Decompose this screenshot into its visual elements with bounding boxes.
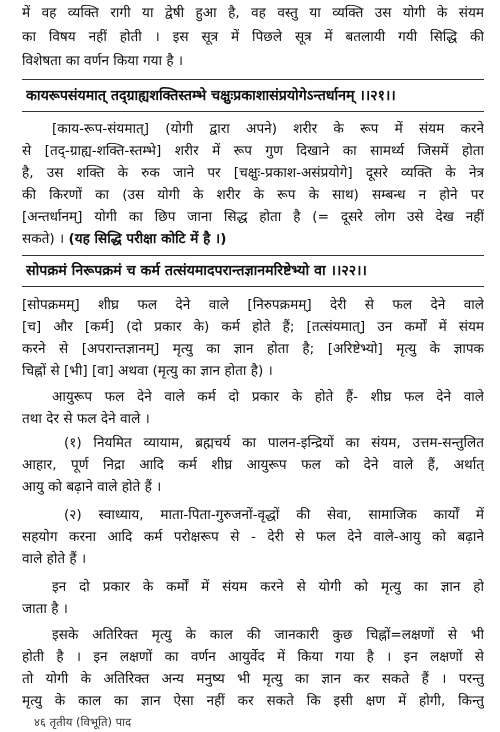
ayu-line: तथा देर से फल देने वाले । [22, 411, 150, 427]
sutra-21-line: [काय-रूप-संयमात्] (योगी द्वारा अपने) शरीर के रूप में संयम करने [52, 121, 484, 137]
extra-line: मृत्यु के काल का ज्ञान ऐसा नहीं कर सकते कि इसी क्षण में होगी, किन्तु [22, 693, 484, 709]
sutra-22-line: [च] और [कर्म] (दो प्रकार के) कर्म होते हैं; [तत्संयमात्] उन कर्मों में संयम [22, 319, 484, 335]
sutra-21-line: से [तद्-ग्राह्य-शक्ति-स्तम्भे] शरीर में रूप गुण दिखाने का सामर्थ्य जिसमें होता [22, 143, 484, 159]
point-1-line: आयु को बढ़ाने वाले होते हैं । [22, 479, 162, 495]
sutra-21-line: [अन्तर्धानम्] योगी का छिप जाना सिद्ध होता है (= दूसरे लोग उसे देख नहीं [22, 209, 484, 225]
sutra-21-note: (यह सिद्धि परीक्षा कोटि में है ।) [68, 231, 227, 247]
point-2-line: सहयोग करना आदि कर्म परोक्षरूप से - देरी से फल देने वाले-आयु को बढ़ाने [22, 529, 484, 545]
sutra-22-heading: सोपक्रमं निरूपक्रमं च कर्म तत्संयमादपरान्तज्ञानमरिष्टेभ्यो वा ।।२२।। [26, 263, 367, 279]
sanyam-line: जाता है । [22, 601, 68, 617]
point-2-line: (२) स्वाध्याय, माता-पिता-गुरुजनों-वृद्धों की सेवा, सामाजिक कार्यों में [64, 507, 484, 523]
point-2-line: वाले होते हैं । [22, 551, 87, 567]
intro-line: का विषय नहीं होती । इस सूत्र में पिछले सूत्र में बतलायी गयी सिद्धि की [22, 29, 484, 45]
divider [22, 255, 484, 256]
point-1-line: आहार, पूर्ण निद्रा आदि कर्म शीघ्र आयुरूप फल को देने वाले हैं, अर्थात् [22, 457, 484, 473]
page-footer: ४६ तृतीय (विभूति) पाद [34, 715, 132, 729]
intro-line: विशेषता का वर्णन किया गया है । [22, 53, 184, 69]
sutra-21-last-line [22, 230, 484, 249]
sutra-22-line: करने से [अपरान्तज्ञानम्] मृत्यु का ज्ञान होता है; [अरिष्टेभ्यो] मृत्यु के ज्ञापक [22, 341, 484, 357]
sutra-21-line: की किरणों का (उस योगी के शरीर के रूप के साथ) सम्बन्ध न होने पर [22, 187, 484, 203]
sanyam-line: इन दो प्रकार के कर्मों में संयम करने से योगी को मृत्यु का ज्ञान हो [52, 579, 484, 595]
extra-line: तो योगी के अतिरिक्त अन्य मनुष्य भी मृत्यु का ज्ञान कर सकते हैं । परन्तु [22, 671, 484, 687]
sutra-22-line: चिह्नों से [भी] [वा] अथवा (मृत्यु का ज्ञान होता है) । [22, 363, 273, 379]
divider [22, 286, 484, 287]
point-1-line: (१) नियमित व्यायाम, ब्रह्मचर्य का पालन-इन्द्रियों का संयम, उत्तम-सन्तुलित [64, 435, 484, 451]
divider [22, 111, 484, 112]
intro-line: में वह व्यक्ति रागी या द्वेषी हुआ है, वह वस्तु या व्यक्ति उस योगी के संयम [22, 5, 484, 21]
extra-line: इसके अतिरिक्त मृत्यु के काल की जानकारी कुछ चिह्नों=लक्षणों से भी [52, 627, 484, 643]
sutra-21-last-text: सकते) । [22, 231, 65, 247]
ayu-line: आयुरूप फल देने वाले कर्म दो प्रकार के होते हैं- शीघ्र फल देने वाले [52, 389, 484, 405]
sutra-22-line: [सोपक्रमम्] शीघ्र फल देने वाले [निरुपक्रमम्] देरी से फल देने वाले [22, 297, 484, 313]
extra-line: होती है । इन लक्षणों का वर्णन आयुर्वेद में किया गया है । इन लक्षणों से [22, 649, 484, 665]
sutra-21-line: है, उस शक्ति के रुक जाने पर [चक्षुः-प्रकाश-असंप्रयोगे] दूसरे व्यक्ति के नेत्र [22, 165, 484, 181]
divider [22, 79, 484, 80]
sutra-21-heading: कायरूपसंयमात् तद्ग्राह्यशक्तिस्तम्भे चक्षुःप्रकाशासंप्रयोगेऽन्तर्धानम् ।।२१।। [26, 88, 396, 104]
